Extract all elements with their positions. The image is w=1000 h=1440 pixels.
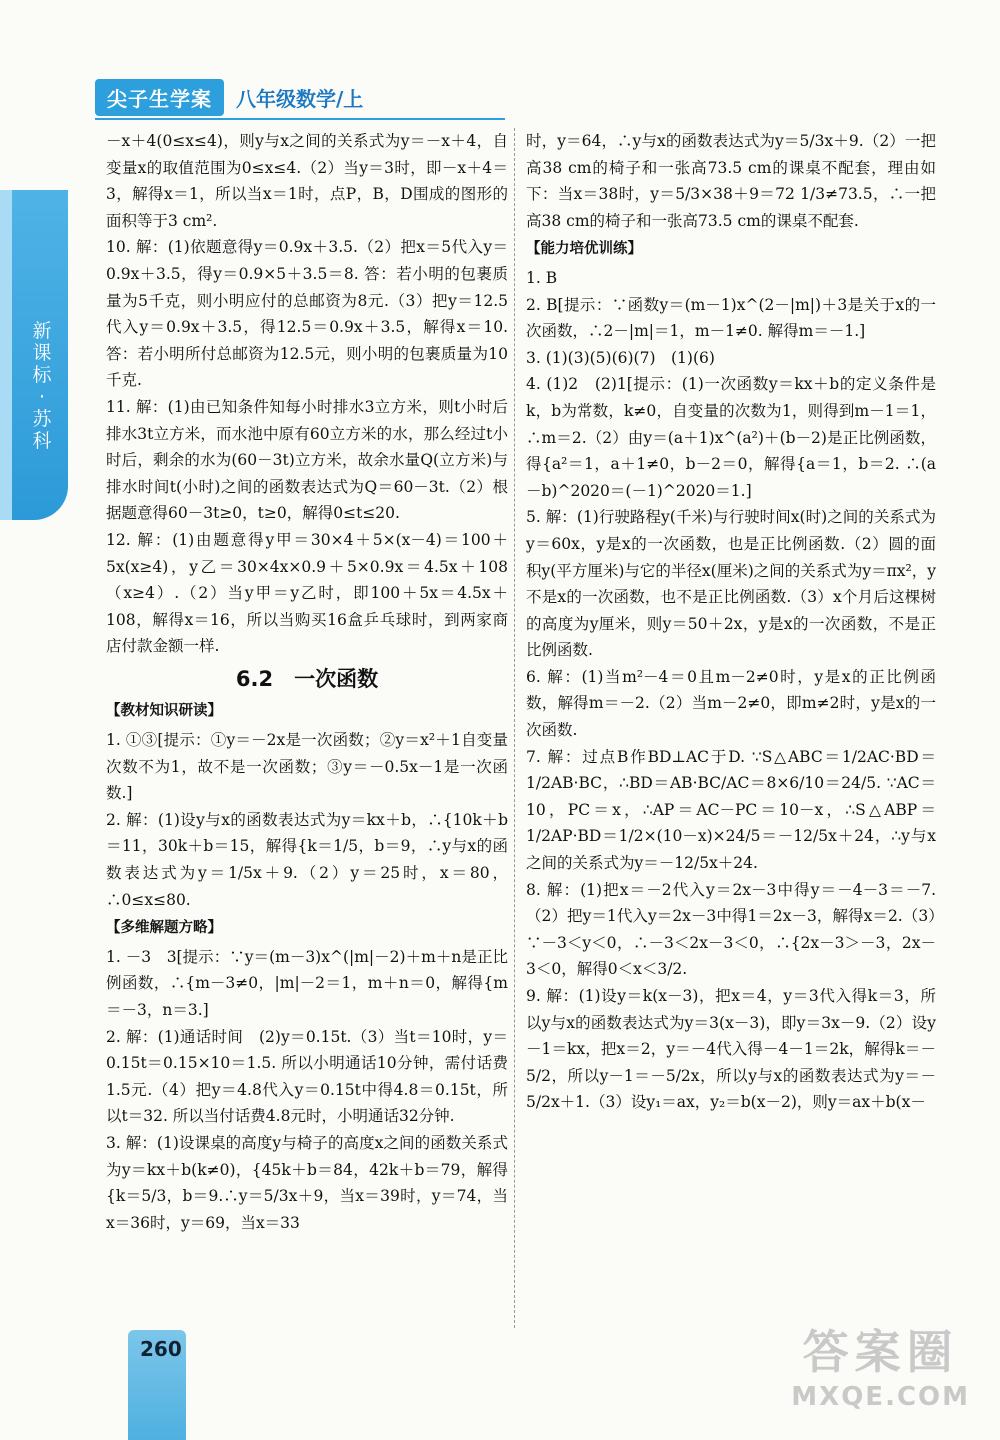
brand-label: 尖子生学案 [95, 79, 224, 116]
answer-paragraph: 2. B[提示：∵函数y＝(m－1)x^(2－|m|)＋3是关于x的一次函数，∴2－|m|＝1，m－1≠0. 解得m＝－1.] [526, 295, 936, 341]
answer-paragraph: 5. 解：(1)行驶路程y(千米)与行驶时间x(时)之间的关系式为y＝60x，y是x的一次函数，也是正比例函数.（2）圆的面积y(平方厘米)与它的半径x(厘米)之间的关系式为y＝πx²，y不是x的一次函数，也不是正比例函数.（3）x个月后这棵树的高度为y厘米，则y＝50＋2x，y是x的一次函数，不是正比例函数. [526, 508, 936, 660]
subject-label: 八年级数学/上 [236, 86, 364, 111]
answer-paragraph: 1. －3 3[提示：∵y＝(m－3)x^(|m|－2)＋m＋n是正比例函数，∴{m－3≠0，|m|－2＝1，m＋n＝0，解得{m＝－3，n＝3.] [106, 947, 508, 1019]
page-number: 260 [140, 1337, 182, 1361]
series-label: 新课标·苏科 [32, 320, 52, 452]
answer-paragraph: 1. ①③[提示：①y＝－2x是一次函数；②y＝x²＋1自变量次数不为1，故不是一次函数；③y＝－0.5x－1是一次函数.] [106, 731, 508, 803]
answer-paragraph: 时，y＝64，∴y与x的函数表达式为y＝5/3x＋9.（2）一把高38 cm的椅子和一张高73.5 cm的课桌不配套，理由如下：当x＝38时，y＝5/3×38＋9＝72 1/3≠73.5，∴一把高38 cm的椅子和一张高73.5 cm的课桌不配套. [526, 132, 936, 230]
watermark-logo-text: 答案圈 [802, 1325, 959, 1379]
answer-paragraph: 7. 解：过点B作BD⊥AC于D. ∵S△ABC＝1/2AC·BD＝1/2AB·BC，∴BD＝AB·BC/AC＝8×6/10＝24/5. ∵AC＝10，PC＝x，∴AP＝AC－PC＝10－x，∴S△ABP＝1/2AP·BD＝1/2×(10－x)×24/5＝－12/5x＋24，∴y与x之间的关系式为y＝－12/5x＋24. [526, 747, 936, 873]
answer-paragraph: 3. (1)(3)(5)(6)(7) (1)(6) [526, 348, 715, 367]
watermark [791, 1316, 970, 1412]
answer-paragraph: 12. 解：(1)由题意得y甲＝30×4＋5×(x－4)＝100＋5x(x≥4)，y乙＝30×4x×0.9＋5×0.9x＝4.5x＋108（x≥4）.（2）当y甲＝y乙时，即100＋5x＝4.5x＋108，解得x＝16，所以当购买16盒乒乓球时，到两家商店付款金额一样. [106, 530, 508, 656]
left-column [106, 128, 508, 1236]
column-divider [514, 128, 515, 1328]
answer-paragraph: 2. 解：(1)通话时间 (2)y＝0.15t.（3）当t＝10时，y＝0.15t＝0.15×10＝1.5. 所以小明通话10分钟，需付话费1.5元.（4）把y＝4.8代入y＝0.15t中得4.8＝0.15t，所以t＝32. 所以当付话费4.8元时，小明通话32分钟. [106, 1027, 508, 1126]
right-column [526, 128, 936, 1116]
answer-paragraph: 10. 解：(1)依题意得y＝0.9x＋3.5.（2）把x＝5代入y＝0.9x＋3.5，得y＝0.9×5＋3.5＝8. 答：若小明的包裹质量为5千克，则小明应付的总邮资为8元.（3）把y＝12.5代入y＝0.9x＋3.5，得12.5＝0.9x＋3.5，解得x＝10. 答：若小明所付总邮资为12.5元，则小明的包裹质量为10千克. [106, 238, 508, 390]
answer-paragraph: 1. B [526, 268, 558, 287]
answer-paragraph: －x＋4(0≤x≤4)，则y与x之间的关系式为y＝－x＋4，自变量x的取值范围为0≤x≤4.（2）当y＝3时，即－x＋4＝3，解得x＝1，所以当x＝1时，点P，B，D围成的图形的面积等于3 cm². [106, 132, 508, 230]
section-title: 6.2 一次函数 [235, 666, 379, 691]
answer-paragraph: 8. 解：(1)把x＝－2代入y＝2x－3中得y＝－4－3＝－7.（2）把y＝1代入y＝2x－3中得1＝2x－3，解得x＝2.（3）∵－3＜y＜0，∴－3＜2x－3＜0，∴{2x－3＞－3，2x－3＜0，解得0＜x＜3/2. [526, 880, 936, 979]
section-heading: 【教材知识研读】 [106, 703, 222, 720]
section-heading: 【多维解题方略】 [106, 920, 222, 937]
answer-paragraph: 11. 解：(1)由已知条件知每小时排水3立方米，则t小时后排水3t立方米，而水池中原有60立方米的水，那么经过t小时后，剩余的水为(60－3t)立方米，故余水量Q(立方米)与排水时间t(小时)之间的函数表达式为Q＝60－3t.（2）根据题意得60－3t≥0，t≥0，解得0≤t≤20. [106, 397, 508, 523]
answer-paragraph: 4. (1)2 (2)1[提示：(1)一次函数y＝kx＋b的定义条件是k，b为常数，k≠0，自变量的次数为1，则得到m－1＝1，∴m＝2.（2）由y＝(a＋1)x^(a²)＋(b－2)是正比例函数，得{a²＝1，a＋1≠0，b－2＝0，解得{a＝1，b＝2. ∴(a－b)^2020＝(－1)^2020＝1.] [526, 375, 936, 500]
page-header [95, 80, 363, 114]
answer-paragraph: 3. 解：(1)设课桌的高度y与椅子的高度x之间的函数关系式为y＝kx＋b(k≠0)，{45k＋b＝84，42k＋b＝79，解得{k＝5/3，b＝9.∴y＝5/3x＋9，当x＝39时，y＝74，当x＝36时，y＝69，当x＝33 [106, 1133, 508, 1232]
header-rule [95, 118, 505, 120]
section-heading: 【能力培优训练】 [526, 241, 642, 258]
answer-paragraph: 2. 解：(1)设y与x的函数表达式为y＝kx＋b，∴{10k＋b＝11，30k＋b＝15，解得{k＝1/5，b＝9，∴y与x的函数表达式为y＝1/5x＋9.（2）y＝25时，x＝80，∴0≤x≤80. [106, 810, 508, 909]
answer-paragraph: 6. 解：(1)当m²－4＝0且m－2≠0时，y是x的正比例函数，解得m＝－2.（2）当m－2≠0，即m≠2时，y是x的一次函数. [526, 667, 936, 740]
watermark-url: MXQE.COM [791, 1382, 970, 1412]
answer-paragraph: 9. 解：(1)设y＝k(x－3)，把x＝4，y＝3代入得k＝3，所以y与x的函数表达式为y＝3(x－3)，即y＝3x－9.（2）设y－1＝kx，把x＝2，y＝－4代入得－4－1＝2k，解得k＝－5/2，所以y－1＝－5/2x，所以y与x的函数表达式为y＝－5/2x＋1.（3）设y₁＝ax，y₂＝b(x－2)，则y＝ax＋b(x－ [526, 987, 936, 1112]
side-tab-stripe [0, 190, 12, 520]
